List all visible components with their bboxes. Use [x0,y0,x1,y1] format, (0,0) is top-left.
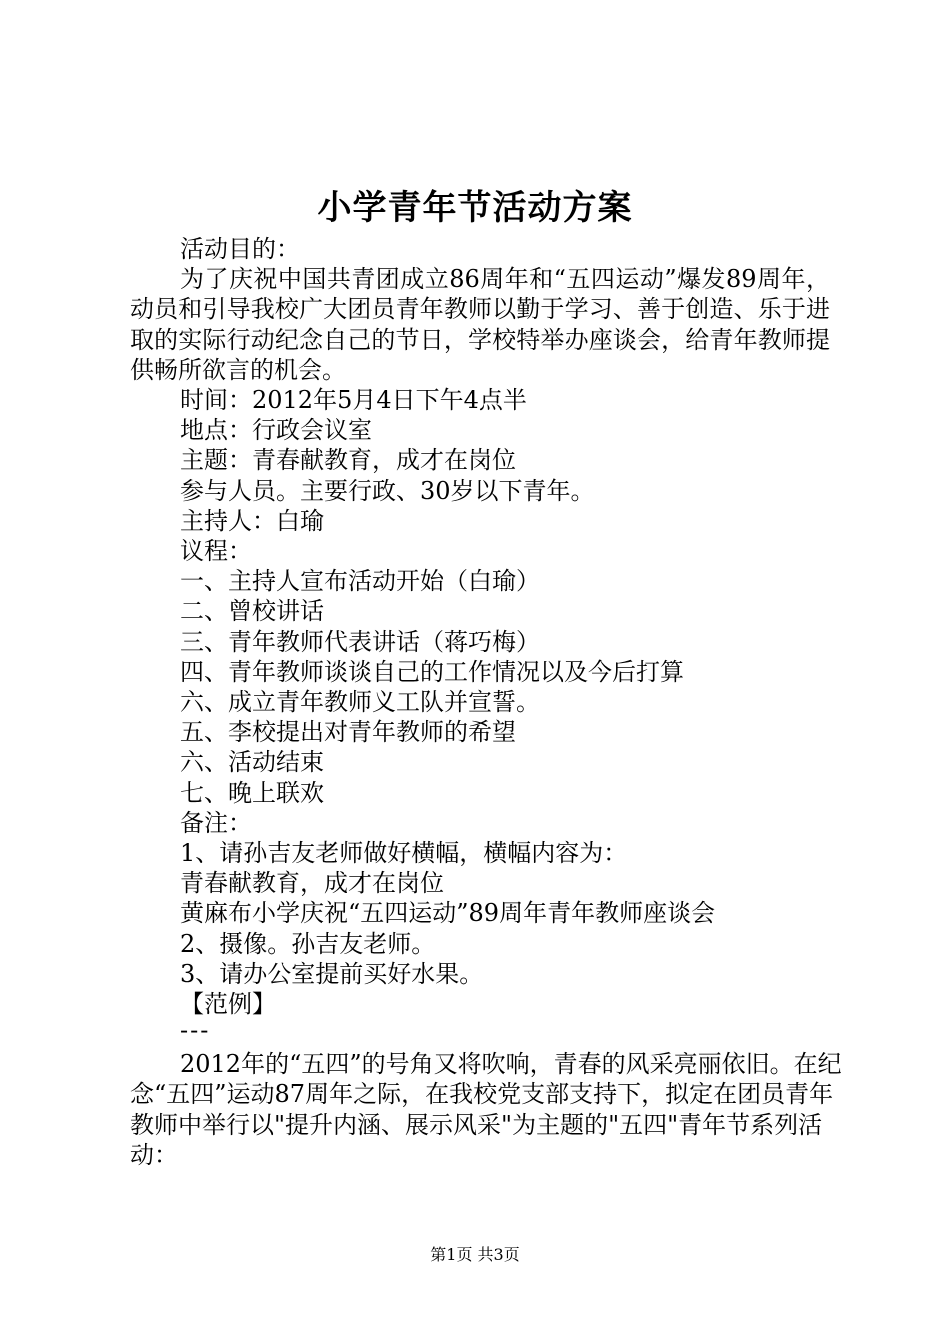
note-item: 1、请孙吉友老师做好横幅，横幅内容为： [180,839,628,868]
agenda-item: 四、青年教师谈谈自己的工作情况以及今后打算 [180,657,684,686]
example-paragraph: 2012年的“五四”的号角又将吹响，青春的风采亮丽依旧。在纪念“五四”运动87周年之际，在我校党支部支持下，拟定在团员青年教师中举行以"提升内涵、展示风采"为主题的"五四"青年节系列活动： [130,1050,842,1169]
agenda-item: 六、活动结束 [180,748,324,777]
time-line: 时间：2012年5月4日下午4点半 [180,386,527,415]
purpose-label: 活动目的： [180,235,300,263]
agenda-item: 二、曾校讲话 [180,597,324,626]
theme-line: 主题：青春献教育，成才在岗位 [180,446,516,475]
separator: --- [180,1016,211,1045]
agenda-item: 一、主持人宣布活动开始（白瑜） [180,567,540,596]
host-line: 主持人：白瑜 [180,506,324,535]
note-item: 黄麻布小学庆祝“五四运动”89周年青年教师座谈会 [180,899,716,928]
document-title: 小学青年节活动方案 [317,188,633,228]
agenda-label: 议程： [180,537,252,566]
note-item: 青春献教育，成才在岗位 [180,869,444,898]
note-item: 2、摄像。孙吉友老师。 [180,929,436,958]
location-line: 地点：行政会议室 [180,416,372,445]
example-label: 【范例】 [180,990,276,1019]
document-body [130,234,842,1170]
note-item: 3、请办公室提前买好水果。 [180,959,484,988]
agenda-item: 六、成立青年教师义工队并宣誓。 [180,688,540,717]
page-indicator: 第1页 共3页 [430,1245,520,1264]
participants-line: 参与人员。主要行政、30岁以下青年。 [180,476,595,505]
agenda-item: 七、晚上联欢 [180,778,324,807]
agenda-item: 三、青年教师代表讲话（蒋巧梅） [180,627,540,656]
purpose-paragraph: 为了庆祝中国共青团成立86周年和“五四运动”爆发89周年，动员和引导我校广大团员青年教师以勤于学习、善于创造、乐于进取的实际行动纪念自己的节日，学校特举办座谈会，给青年教师提供畅所欲言的机会。 [130,265,830,384]
notes-label: 备注： [180,808,252,837]
agenda-item: 五、李校提出对青年教师的希望 [180,718,516,747]
